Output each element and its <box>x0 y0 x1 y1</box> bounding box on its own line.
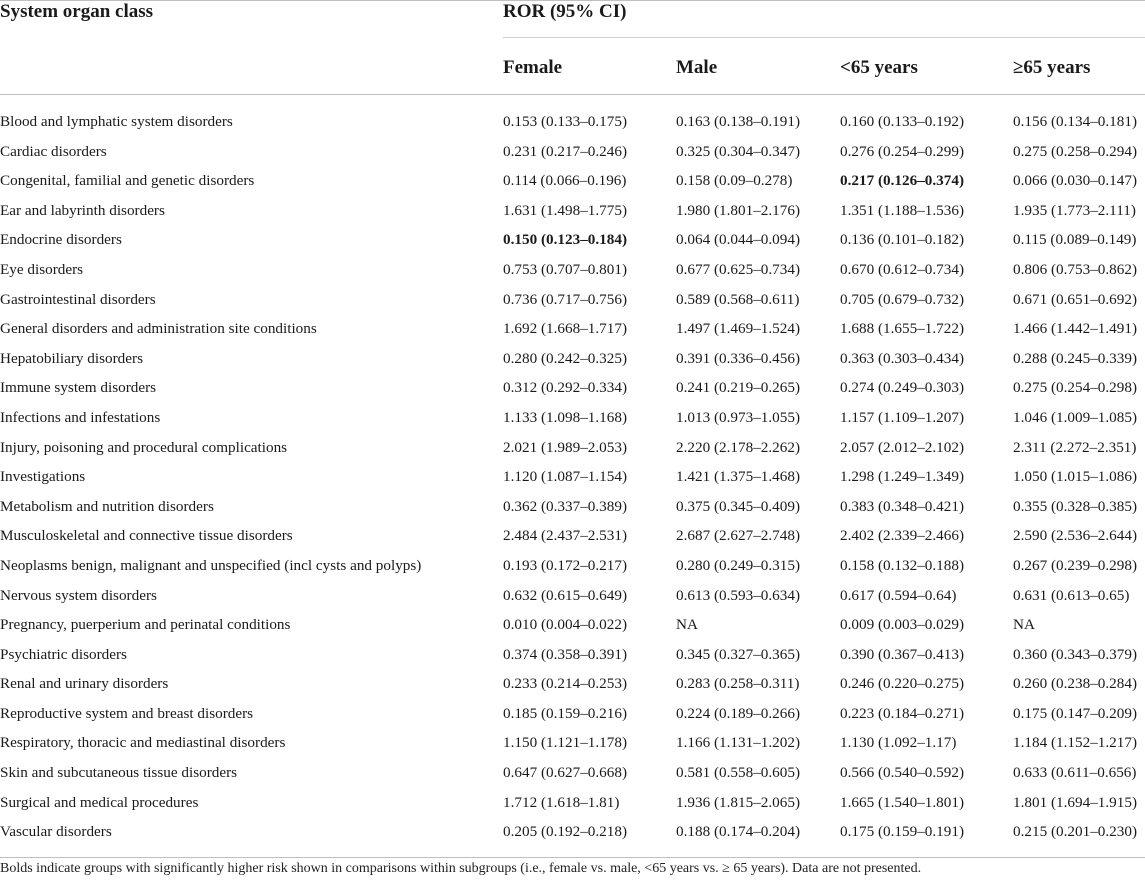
cell-ror-under65: 1.665 (1.540–1.801) <box>840 793 965 811</box>
cell-ror-over65: NA <box>1013 616 1035 634</box>
cell-ror-over65: 0.260 (0.238–0.284) <box>1013 675 1138 693</box>
cell-ror-male: 1.013 (0.973–1.055) <box>676 408 801 426</box>
cell-ror-female: 0.010 (0.004–0.022) <box>503 616 628 634</box>
table-footnote: Bolds indicate groups with significantly higher risk shown in comparisons within subgroups (i.e., female vs. male, <65 years vs. ≥ 65 years). Data are not presented. <box>0 861 922 876</box>
cell-ror-over65: 0.633 (0.611–0.656) <box>1013 764 1137 782</box>
cell-ror-male: 0.677 (0.625–0.734) <box>676 260 801 278</box>
header-ror-95ci: ROR (95% CI) <box>503 1 627 22</box>
header-65-years-and-over: ≥65 years <box>1013 57 1091 78</box>
cell-ror-under65: 1.298 (1.249–1.349) <box>840 468 965 486</box>
table-row <box>0 255 1145 285</box>
cell-ror-under65: 2.402 (2.339–2.466) <box>840 527 965 545</box>
table-row <box>0 817 1145 847</box>
cell-ror-over65: 0.275 (0.258–0.294) <box>1013 142 1138 160</box>
cell-ror-under65: 0.009 (0.003–0.029) <box>840 616 965 634</box>
table-row <box>0 433 1145 463</box>
table-row <box>0 373 1145 403</box>
header-system-organ-class: System organ class <box>0 1 154 22</box>
cell-ror-under65: 0.383 (0.348–0.421) <box>840 497 965 515</box>
table-row <box>0 521 1145 551</box>
table-row <box>0 403 1145 433</box>
table-row <box>0 225 1145 255</box>
cell-ror-female: 0.185 (0.159–0.216) <box>503 704 628 722</box>
cell-system-organ-class: Neoplasms benign, malignant and unspecified (incl cysts and polyps) <box>0 556 422 574</box>
cell-ror-over65: 0.275 (0.254–0.298) <box>1013 379 1138 397</box>
cell-system-organ-class: Skin and subcutaneous tissue disorders <box>0 764 238 782</box>
cell-ror-male: 0.163 (0.138–0.191) <box>676 113 801 130</box>
cell-system-organ-class: Musculoskeletal and connective tissue disorders <box>0 527 293 545</box>
cell-ror-female: 0.233 (0.214–0.253) <box>503 675 628 693</box>
cell-system-organ-class: Metabolism and nutrition disorders <box>0 497 214 515</box>
cell-ror-over65: 0.355 (0.328–0.385) <box>1013 497 1138 515</box>
cell-system-organ-class: Nervous system disorders <box>0 586 157 604</box>
cell-ror-over65: 1.935 (1.773–2.111) <box>1013 201 1136 219</box>
cell-ror-over65: 0.267 (0.239–0.298) <box>1013 556 1138 574</box>
cell-ror-under65: 0.158 (0.132–0.188) <box>840 556 965 574</box>
cell-ror-under65: 0.136 (0.101–0.182) <box>840 231 965 249</box>
cell-ror-over65: 1.466 (1.442–1.491) <box>1013 320 1138 338</box>
table-row <box>0 107 1145 137</box>
cell-system-organ-class: Vascular disorders <box>0 823 112 841</box>
table-row <box>0 285 1145 315</box>
cell-ror-under65: 0.223 (0.184–0.271) <box>840 704 965 722</box>
cell-ror-female: 0.231 (0.217–0.246) <box>503 142 628 160</box>
cell-ror-under65: 0.246 (0.220–0.275) <box>840 675 965 693</box>
cell-ror-under65: 0.363 (0.303–0.434) <box>840 349 965 367</box>
cell-ror-under65: 1.351 (1.188–1.536) <box>840 201 965 219</box>
cell-ror-male: 0.280 (0.249–0.315) <box>676 556 801 574</box>
header-female: Female <box>503 57 563 78</box>
table-body <box>0 107 1145 847</box>
cell-ror-under65: 0.670 (0.612–0.734) <box>840 260 965 278</box>
cell-system-organ-class: Gastrointestinal disorders <box>0 290 156 308</box>
cell-system-organ-class: Ear and labyrinth disorders <box>0 201 165 219</box>
table-row <box>0 640 1145 670</box>
cell-ror-female: 0.193 (0.172–0.217) <box>503 556 628 574</box>
cell-system-organ-class: Cardiac disorders <box>0 142 107 160</box>
cell-ror-male: 0.158 (0.09–0.278) <box>676 172 793 190</box>
table-row <box>0 344 1145 374</box>
cell-ror-female: 0.736 (0.717–0.756) <box>503 290 628 308</box>
cell-ror-female: 2.484 (2.437–2.531) <box>503 527 628 545</box>
cell-ror-female: 0.280 (0.242–0.325) <box>503 349 628 367</box>
cell-ror-male: 1.421 (1.375–1.468) <box>676 468 801 486</box>
table-row <box>0 699 1145 729</box>
cell-ror-under65: 1.157 (1.109–1.207) <box>840 408 965 426</box>
cell-system-organ-class: Injury, poisoning and procedural complications <box>0 438 288 456</box>
cell-ror-over65: 1.046 (1.009–1.085) <box>1013 408 1138 426</box>
cell-ror-male: 2.220 (2.178–2.262) <box>676 438 801 456</box>
cell-ror-over65: 0.175 (0.147–0.209) <box>1013 704 1138 722</box>
cell-ror-female: 1.120 (1.087–1.154) <box>503 468 628 486</box>
cell-ror-female: 0.647 (0.627–0.668) <box>503 764 628 782</box>
cell-system-organ-class: Renal and urinary disorders <box>0 675 169 693</box>
cell-ror-female: 1.712 (1.618–1.81) <box>503 793 620 811</box>
cell-ror-male: 0.345 (0.327–0.365) <box>676 645 801 663</box>
cell-ror-female: 1.631 (1.498–1.775) <box>503 201 628 219</box>
table-row <box>0 728 1145 758</box>
cell-ror-female: 0.632 (0.615–0.649) <box>503 586 628 604</box>
cell-ror-female: 0.374 (0.358–0.391) <box>503 645 628 663</box>
cell-ror-over65: 0.671 (0.651–0.692) <box>1013 290 1138 308</box>
header-under-65-years: <65 years <box>840 57 918 78</box>
cell-ror-over65: 1.184 (1.152–1.217) <box>1013 734 1138 752</box>
table-row <box>0 166 1145 196</box>
cell-ror-male: 1.166 (1.131–1.202) <box>676 734 801 752</box>
cell-ror-female: 0.114 (0.066–0.196) <box>503 172 627 190</box>
cell-ror-male: 0.064 (0.044–0.094) <box>676 231 801 249</box>
header-male: Male <box>676 57 718 78</box>
cell-system-organ-class: Infections and infestations <box>0 408 161 426</box>
cell-ror-under65: 2.057 (2.012–2.102) <box>840 438 965 456</box>
cell-ror-male: 1.980 (1.801–2.176) <box>676 201 801 219</box>
ror-header-underline <box>503 37 1145 38</box>
cell-system-organ-class: Pregnancy, puerperium and perinatal conditions <box>0 616 291 634</box>
cell-ror-male: 0.325 (0.304–0.347) <box>676 142 801 160</box>
table-row <box>0 314 1145 344</box>
cell-ror-male: 1.497 (1.469–1.524) <box>676 320 801 338</box>
cell-ror-female: 0.205 (0.192–0.218) <box>503 823 628 841</box>
cell-ror-under65: 0.217 (0.126–0.374) <box>840 172 965 190</box>
cell-ror-female: 0.312 (0.292–0.334) <box>503 379 628 397</box>
cell-ror-male: 1.936 (1.815–2.065) <box>676 793 801 811</box>
cell-ror-female: 0.362 (0.337–0.389) <box>503 497 628 515</box>
footer-rule <box>0 857 1145 858</box>
table-row <box>0 551 1145 581</box>
cell-ror-male: 0.613 (0.593–0.634) <box>676 586 801 604</box>
cell-system-organ-class: Hepatobiliary disorders <box>0 349 143 367</box>
cell-ror-male: 0.224 (0.189–0.266) <box>676 704 801 722</box>
cell-system-organ-class: Eye disorders <box>0 260 84 278</box>
cell-system-organ-class: Psychiatric disorders <box>0 645 127 663</box>
cell-ror-male: 0.375 (0.345–0.409) <box>676 497 801 515</box>
cell-ror-over65: 1.801 (1.694–1.915) <box>1013 793 1138 811</box>
cell-system-organ-class: General disorders and administration site conditions <box>0 320 317 338</box>
cell-system-organ-class: Blood and lymphatic system disorders <box>0 113 233 130</box>
cell-system-organ-class: Respiratory, thoracic and mediastinal disorders <box>0 734 286 752</box>
cell-system-organ-class: Investigations <box>0 468 86 486</box>
cell-system-organ-class: Endocrine disorders <box>0 231 122 249</box>
table-row <box>0 137 1145 167</box>
cell-ror-female: 1.133 (1.098–1.168) <box>503 408 628 426</box>
cell-ror-under65: 0.617 (0.594–0.64) <box>840 586 957 604</box>
table-row <box>0 581 1145 611</box>
cell-ror-over65: 0.360 (0.343–0.379) <box>1013 645 1138 663</box>
cell-ror-female: 0.753 (0.707–0.801) <box>503 260 628 278</box>
cell-ror-male: 0.391 (0.336–0.456) <box>676 349 801 367</box>
cell-ror-female: 1.692 (1.668–1.717) <box>503 320 628 338</box>
cell-ror-under65: 0.390 (0.367–0.413) <box>840 645 965 663</box>
cell-ror-male: 0.283 (0.258–0.311) <box>676 675 800 693</box>
table-row <box>0 758 1145 788</box>
table-row <box>0 788 1145 818</box>
cell-ror-over65: 2.590 (2.536–2.644) <box>1013 527 1138 545</box>
cell-ror-under65: 0.274 (0.249–0.303) <box>840 379 965 397</box>
cell-ror-under65: 0.566 (0.540–0.592) <box>840 764 965 782</box>
table-row <box>0 669 1145 699</box>
cell-ror-over65: 0.115 (0.089–0.149) <box>1013 231 1137 249</box>
cell-ror-male: 0.581 (0.558–0.605) <box>676 764 801 782</box>
cell-ror-female: 0.150 (0.123–0.184) <box>503 231 628 249</box>
cell-ror-female: 1.150 (1.121–1.178) <box>503 734 628 752</box>
cell-ror-female: 0.153 (0.133–0.175) <box>503 113 628 130</box>
cell-ror-male: 0.589 (0.568–0.611) <box>676 290 800 308</box>
table-row <box>0 492 1145 522</box>
cell-ror-under65: 1.130 (1.092–1.17) <box>840 734 957 752</box>
cell-ror-under65: 1.688 (1.655–1.722) <box>840 320 965 338</box>
cell-ror-male: NA <box>676 616 698 634</box>
cell-ror-over65: 0.156 (0.134–0.181) <box>1013 113 1138 130</box>
cell-ror-under65: 0.276 (0.254–0.299) <box>840 142 965 160</box>
cell-ror-over65: 0.806 (0.753–0.862) <box>1013 260 1138 278</box>
cell-ror-male: 2.687 (2.627–2.748) <box>676 527 801 545</box>
cell-ror-under65: 0.160 (0.133–0.192) <box>840 113 965 130</box>
cell-system-organ-class: Immune system disorders <box>0 379 157 397</box>
cell-system-organ-class: Surgical and medical procedures <box>0 793 199 811</box>
cell-system-organ-class: Congenital, familial and genetic disorders <box>0 172 255 190</box>
cell-ror-under65: 0.705 (0.679–0.732) <box>840 290 965 308</box>
table-row <box>0 196 1145 226</box>
cell-ror-over65: 0.066 (0.030–0.147) <box>1013 172 1138 190</box>
cell-ror-female: 2.021 (1.989–2.053) <box>503 438 628 456</box>
header-bottom-rule <box>0 94 1145 95</box>
cell-ror-over65: 1.050 (1.015–1.086) <box>1013 468 1138 486</box>
cell-ror-male: 0.241 (0.219–0.265) <box>676 379 801 397</box>
cell-ror-over65: 2.311 (2.272–2.351) <box>1013 438 1137 456</box>
ror-data-table <box>0 107 1145 847</box>
cell-system-organ-class: Reproductive system and breast disorders <box>0 704 254 722</box>
cell-ror-over65: 0.215 (0.201–0.230) <box>1013 823 1138 841</box>
cell-ror-over65: 0.631 (0.613–0.65) <box>1013 586 1130 604</box>
table-row <box>0 610 1145 640</box>
table-row <box>0 462 1145 492</box>
cell-ror-male: 0.188 (0.174–0.204) <box>676 823 801 841</box>
cell-ror-over65: 0.288 (0.245–0.339) <box>1013 349 1138 367</box>
cell-ror-under65: 0.175 (0.159–0.191) <box>840 823 965 841</box>
